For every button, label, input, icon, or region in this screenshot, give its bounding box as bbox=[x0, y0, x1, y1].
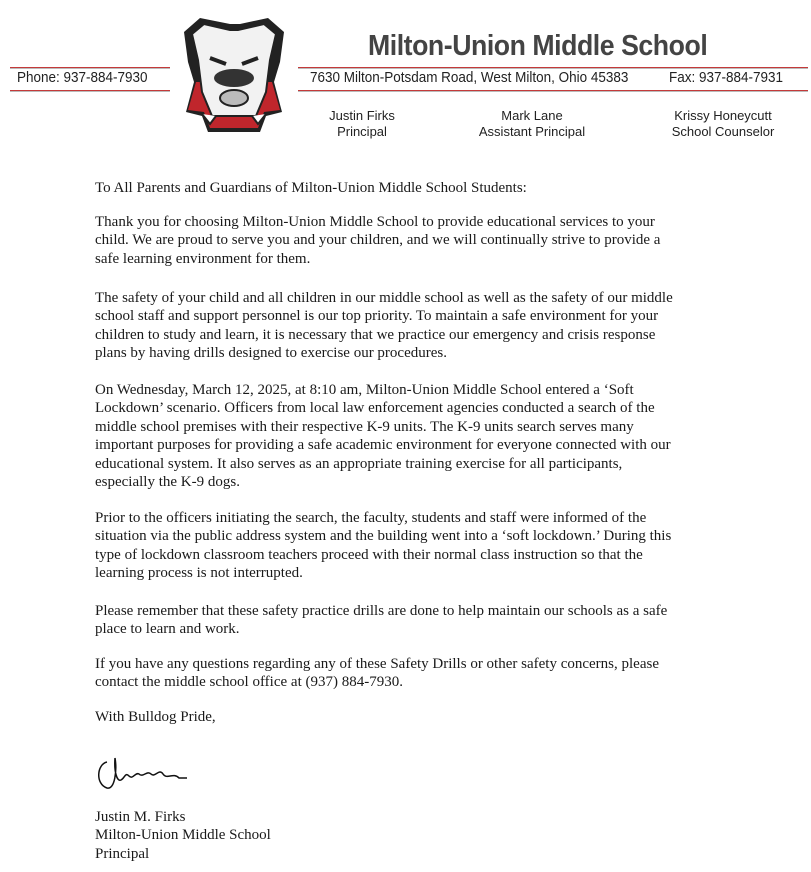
header-rule-top bbox=[10, 67, 808, 68]
salutation bbox=[95, 179, 527, 197]
text-line: situation via the public address system and the building went into a ‘soft lockdown.’ During this bbox=[95, 528, 672, 545]
text-line: With Bulldog Pride, bbox=[95, 709, 216, 725]
text-line: children to study and learn, it is necessary that we practice our emergency and crisis response bbox=[95, 326, 656, 343]
header-rule-bottom bbox=[10, 90, 808, 91]
staff-assistant-principal bbox=[457, 108, 607, 140]
signer-title: Principal bbox=[95, 845, 150, 862]
closing bbox=[95, 708, 216, 726]
paragraph-thanks bbox=[95, 213, 660, 268]
signer-name: Justin M. Firks bbox=[95, 809, 186, 825]
text-line: learning process is not interrupted. bbox=[95, 565, 303, 582]
paragraph-safety-priority bbox=[95, 289, 673, 363]
staff-title: School Counselor bbox=[671, 124, 775, 139]
text-line: To All Parents and Guardians of Milton-Union Middle School Students: bbox=[95, 180, 527, 196]
staff-principal bbox=[287, 108, 437, 140]
text-line: plans by having drills designed to exercise our procedures. bbox=[95, 345, 447, 362]
text-line: On Wednesday, March 12, 2025, at 8:10 am, Milton-Union Middle School entered a ‘Soft bbox=[95, 382, 634, 398]
text-line: contact the middle school office at (937) 884-7930. bbox=[95, 674, 403, 691]
text-line: school staff and support personnel is our top priority. To maintain a safe environment for your bbox=[95, 308, 659, 325]
paragraph-reminder bbox=[95, 602, 667, 639]
text-line: child. We are proud to serve you and your children, and we will continually strive to provide a bbox=[95, 232, 661, 249]
staff-name: Justin Firks bbox=[329, 108, 395, 123]
text-line: type of lockdown classroom teachers proceed with their normal class instruction so that the bbox=[95, 546, 643, 563]
staff-title: Assistant Principal bbox=[478, 124, 586, 139]
text-line: The safety of your child and all children in our middle school as well as the safety of our middle bbox=[95, 290, 673, 306]
text-line: If you have any questions regarding any of these Safety Drills or other safety concerns, please bbox=[95, 656, 659, 672]
text-line: Lockdown’ scenario. Officers from local law enforcement agencies conducted a search of the bbox=[95, 400, 655, 417]
text-line: especially the K-9 dogs. bbox=[95, 474, 240, 491]
paragraph-search-procedure bbox=[95, 509, 671, 583]
staff-title: Principal bbox=[337, 124, 387, 139]
signoff-block bbox=[95, 808, 271, 863]
text-line: important purposes for providing a safe academic environment for everyone connected with our bbox=[95, 437, 671, 454]
school-address: 7630 Milton-Potsdam Road, West Milton, Ohio 45383 bbox=[310, 70, 629, 86]
fax-number: Fax: 937-884-7931 bbox=[669, 70, 783, 86]
bulldog-logo bbox=[170, 12, 298, 136]
signature-image bbox=[95, 750, 195, 800]
text-line: Thank you for choosing Milton-Union Middle School to provide educational services to your bbox=[95, 214, 655, 230]
text-line: place to learn and work. bbox=[95, 621, 240, 638]
text-line: Please remember that these safety practice drills are done to help maintain our schools as a safe bbox=[95, 603, 668, 619]
text-line: safe learning environment for them. bbox=[95, 250, 311, 267]
phone-number: Phone: 937-884-7930 bbox=[17, 70, 148, 86]
school-name: Milton-Union Middle School bbox=[368, 30, 708, 62]
staff-name: Mark Lane bbox=[501, 108, 563, 123]
text-line: middle school premises with their respective K-9 units. The K-9 units search serves many bbox=[95, 418, 634, 435]
text-line: educational system. It also serves as an appropriate training exercise for all participants, bbox=[95, 455, 623, 472]
paragraph-contact bbox=[95, 655, 659, 692]
paragraph-lockdown-event bbox=[95, 381, 671, 491]
signer-school: Milton-Union Middle School bbox=[95, 827, 271, 844]
staff-counselor bbox=[648, 108, 798, 140]
staff-name: Krissy Honeycutt bbox=[674, 108, 772, 123]
text-line: Prior to the officers initiating the search, the faculty, students and staff were informed of the bbox=[95, 510, 647, 526]
